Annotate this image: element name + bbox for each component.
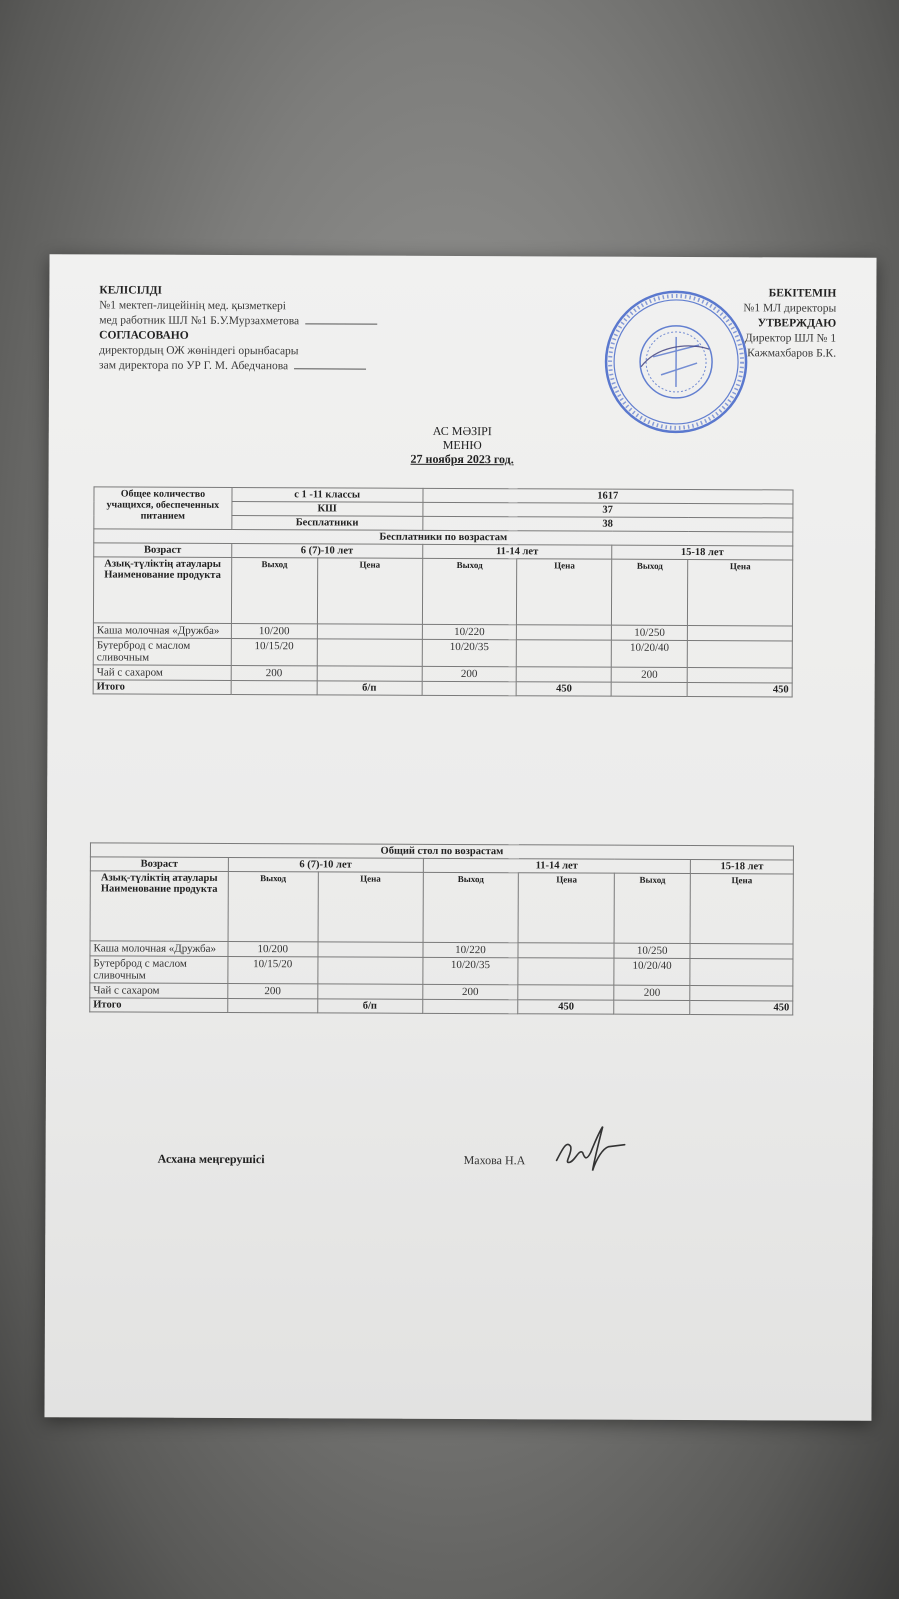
- total-row: [93, 680, 792, 697]
- output-value: 10/250: [612, 625, 688, 640]
- total-price: 450: [517, 682, 612, 696]
- price-header: Цена: [690, 874, 793, 944]
- approval-left-block: [99, 283, 377, 374]
- total-price: 450: [690, 1001, 793, 1015]
- price-header: Цена: [317, 558, 422, 624]
- agreed-ru-heading: СОГЛАСОВАНО: [99, 329, 189, 342]
- output-value: 200: [614, 985, 690, 1000]
- med-worker-kz: №1 мектеп-лицейінің мед. қызметкері: [99, 299, 287, 313]
- price-value: [690, 986, 793, 1001]
- product-name: Чай с сахаром: [93, 665, 231, 681]
- general-table: [89, 842, 794, 1015]
- age-group-header: 11-14 лет: [423, 858, 691, 873]
- price-value: [690, 959, 793, 986]
- approval-right-block: [743, 286, 836, 361]
- price-value: [317, 624, 422, 639]
- director-kz: №1 МЛ директоры: [743, 302, 837, 315]
- price-value: [517, 625, 612, 640]
- table-caption: Бесплатники по возрастам: [94, 529, 793, 546]
- price-value: [687, 667, 792, 682]
- document-title: [49, 422, 876, 468]
- output-value: 10/15/20: [231, 638, 317, 665]
- price-value: [517, 667, 612, 682]
- total-row: [90, 998, 793, 1015]
- age-group-header: 6 (7)-10 лет: [232, 543, 423, 558]
- summary-row-value: 37: [422, 502, 793, 518]
- output-value: 10/20/40: [614, 958, 690, 985]
- price-value: [518, 985, 614, 1000]
- signature-line: [294, 359, 366, 369]
- agreed-kz-heading: КЕЛІСІЛДІ: [99, 284, 163, 297]
- price-value: [688, 625, 793, 640]
- output-header: Выход: [231, 557, 317, 623]
- title-ru: МЕНЮ: [442, 437, 482, 453]
- age-label: Возраст: [94, 543, 232, 558]
- price-value: [317, 639, 422, 666]
- output-header: Выход: [612, 559, 688, 625]
- summary-row-value: 1617: [422, 488, 793, 504]
- price-header: Цена: [517, 559, 612, 625]
- table-row: [90, 956, 793, 986]
- students-count-label: Общее количество учащихся, обеспеченных питанием: [94, 487, 232, 530]
- price-header: Цена: [688, 559, 793, 625]
- output-value: 10/220: [422, 624, 517, 639]
- deputy-kz: директордың ОЖ жөніндегі орынбасары: [99, 344, 299, 358]
- price-value: [518, 943, 614, 958]
- product-name: Бутерброд с маслом сливочным: [90, 956, 228, 984]
- product-name-header: Азық-түліктің атаулары Наименование продукта: [93, 557, 231, 624]
- age-group-header: 11-14 лет: [422, 544, 612, 559]
- approve-ru-heading: УТВЕРЖДАЮ: [757, 317, 837, 330]
- total-label: Итого: [93, 680, 231, 695]
- product-name: Каша молочная «Дружба»: [93, 623, 231, 639]
- price-value: [687, 640, 792, 667]
- output-header: Выход: [422, 558, 517, 624]
- summary-row-value: 38: [422, 516, 793, 532]
- price-value: [518, 958, 614, 985]
- product-name: Чай с сахаром: [90, 983, 228, 999]
- summary-row-label: с 1 -11 классы: [232, 487, 423, 502]
- output-header: Выход: [614, 873, 690, 943]
- output-value: 200: [422, 666, 517, 681]
- price-value: [318, 957, 423, 984]
- canteen-manager-name: Махова Н.А: [463, 1153, 526, 1168]
- product-name: Бутерброд с маслом сливочным: [93, 638, 231, 666]
- output-value: 200: [422, 984, 518, 999]
- output-value: 10/200: [231, 623, 317, 638]
- official-seal-stamp: [601, 287, 752, 438]
- output-value: 10/200: [228, 941, 318, 956]
- menu-document: [44, 254, 876, 1421]
- total-price: б/п: [317, 999, 422, 1013]
- output-value: 10/220: [423, 942, 519, 957]
- output-value: 10/20/40: [611, 640, 687, 667]
- price-value: [317, 666, 422, 681]
- director-name: Кажмахбаров Б.К.: [747, 347, 837, 360]
- price-value: [517, 640, 612, 667]
- output-value: 10/20/35: [422, 957, 518, 984]
- summary-row-label: Бесплатники: [232, 515, 423, 530]
- canteen-manager-role: Асхана меңгерушісі: [157, 1151, 265, 1167]
- total-price: б/п: [317, 681, 422, 695]
- price-value: [318, 984, 423, 999]
- deputy-ru: зам директора по УР Г. М. Абедчанова: [99, 359, 289, 373]
- output-value: 10/20/35: [422, 639, 517, 666]
- age-group-header: 15-18 лет: [612, 545, 793, 560]
- output-value: 10/15/20: [228, 956, 318, 983]
- output-value: 10/250: [614, 943, 690, 958]
- output-value: 200: [231, 665, 317, 680]
- price-header: Цена: [318, 872, 423, 942]
- total-price: 450: [687, 682, 792, 696]
- signature-line: [305, 314, 377, 324]
- title-kz: АС МӘЗІРІ: [432, 423, 492, 439]
- product-name-header: Азық-түліктің атаулары Наименование продукта: [90, 871, 228, 942]
- total-label: Итого: [90, 998, 228, 1013]
- handwritten-signature: [549, 1118, 629, 1178]
- price-header: Цена: [518, 873, 614, 943]
- age-label: Возраст: [90, 857, 228, 872]
- price-value: [318, 942, 423, 957]
- output-header: Выход: [228, 871, 318, 941]
- director-ru: Директор ШЛ № 1: [744, 332, 837, 345]
- total-price: 450: [518, 1000, 614, 1014]
- table-row: [93, 638, 792, 668]
- age-group-header: 15-18 лет: [691, 860, 794, 874]
- free-meals-table: [93, 486, 794, 697]
- output-header: Выход: [423, 872, 519, 942]
- age-group-header: 6 (7)-10 лет: [228, 857, 423, 872]
- output-value: 200: [611, 667, 687, 682]
- summary-row-label: КШ: [232, 501, 423, 516]
- med-worker-ru: мед работник ШЛ №1 Б.У.Мурзахметова: [99, 314, 300, 328]
- menu-date: 27 ноября 2023 год.: [410, 451, 514, 467]
- product-name: Каша молочная «Дружба»: [90, 941, 228, 957]
- output-value: 200: [228, 983, 318, 998]
- table-caption: Общий стол по возрастам: [90, 843, 793, 860]
- price-value: [690, 944, 793, 959]
- approve-kz-heading: БЕКІТЕМІН: [768, 287, 837, 300]
